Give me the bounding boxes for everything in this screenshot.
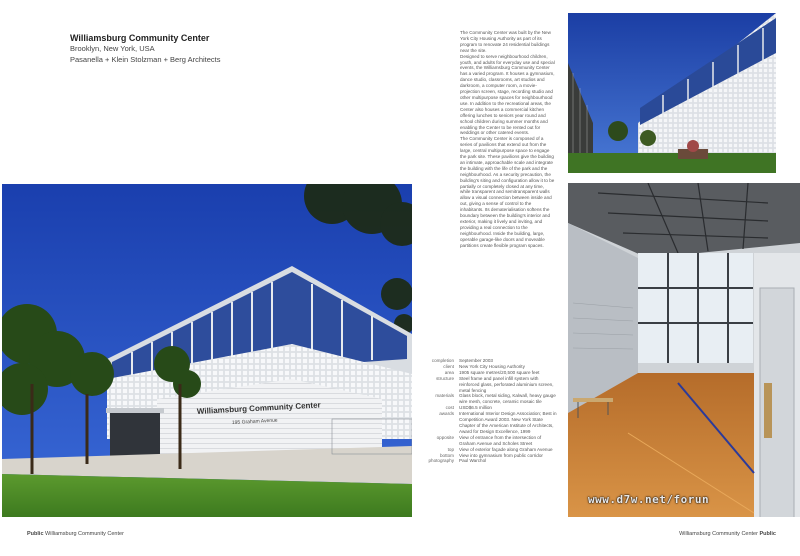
body-text	[460, 30, 555, 249]
spec-value: International Interior Design Association; Best in Competition Award 2003. New York State Chapter of the American Institute of Architects, Award for Design Excellence, 1999	[459, 411, 557, 434]
project-title: Williamsburg Community Center	[70, 33, 210, 43]
spec-value: Paul Warchol	[459, 458, 487, 464]
footer-title: Williamsburg Community Center	[45, 531, 124, 537]
spec-value: View of entrance from the intersection of Graham Avenue and Scholes Street	[459, 434, 542, 446]
spec-value: Glass block, metal siding, Kalwall, heavy gauge wire mesh, concrete, ceramic mosaic tile	[459, 393, 556, 405]
spec-row	[420, 435, 558, 447]
exterior-facade-photo	[568, 13, 776, 173]
footer-right	[679, 531, 776, 537]
spec-label: awards	[439, 411, 454, 417]
spec-label: area	[444, 369, 454, 375]
body-paragraph: Designed to serve neighbourhood children, youth, and adults for everyday use and special events, the Williamsburg Community Center has a varied program. It houses a gymnasium, dance studio, classrooms, art studios and darkroom, a computer room, a movie-projection screen, stage, recording studio and other multipurpose spaces for neighbourhood use. In addition to the recreational areas, the Center also houses a commercial kitchen offering lunches to seniors year round and school children during summer months and enabling the Center to be rented out for weddings or other catered events.	[460, 53, 555, 136]
gymnasium-interior-photo	[568, 183, 800, 517]
exterior-entrance-photo	[2, 184, 412, 517]
spec-label: photography	[428, 458, 454, 464]
spec-row	[420, 393, 558, 405]
spec-value: View into gymnasium from public corridor	[459, 452, 543, 458]
footer-section-label: Public	[759, 531, 776, 537]
spec-label: opposite	[436, 434, 454, 440]
spec-label: structure	[436, 375, 454, 381]
project-location: Brooklyn, New York, USA	[70, 44, 155, 53]
footer-title: Williamsburg Community Center	[679, 531, 758, 537]
spec-value: 1905 square metres/20,500 square feet	[459, 369, 540, 375]
body-paragraph: The Community Center is composed of a series of pavilions that extend out from the large, central multipurpose space to engage the park site. These pavilions give the building an intimate, approachable scale and integrate the building with the life of the park and the neighbourhood. As a security precaution, the building's siting and configuration allow it to be partially or completely closed at any time, while transparent and semitransparent walls allow a visual connection between inside and out, giving a sense of control to the inhabitants. Its dematerialisation softens the boundary between the building's interior and exterior, making it lively and inviting, and providing a real connection to the neighbourhood. Inside the building, large, operable garage-like doors and moveable partitions create flexible program spaces.	[460, 136, 555, 248]
spec-row	[420, 458, 558, 464]
spec-value: USD$6.5 million	[459, 405, 492, 411]
spec-label: client	[443, 363, 454, 369]
building-sign-name: Williamsburg Community Center	[196, 400, 321, 416]
footer-left	[27, 531, 124, 537]
building-sign-address: 195 Graham Avenue	[231, 417, 278, 426]
footer-section-label: Public	[27, 531, 44, 537]
spec-value: September 2003	[459, 358, 493, 363]
spec-label: cost	[445, 405, 454, 411]
project-architects: Pasanella + Klein Stolzman + Berg Architects	[70, 55, 221, 64]
project-specs	[420, 358, 558, 464]
spec-value: Steel frame and panel infill system with reinforced glass, perforated aluminium screen, metal fencing	[459, 375, 554, 393]
spec-row	[420, 411, 558, 435]
spec-label: materials	[435, 393, 454, 399]
body-paragraph: The Community Center was built by the New York City Housing Authority as part of its program to renovate 24 residential buildings near the site.	[460, 30, 551, 53]
spec-label: top	[447, 446, 454, 452]
spec-value: New York City Housing Authority	[459, 363, 525, 369]
spec-value: View of exterior façade along Graham Avenue	[459, 446, 553, 452]
spec-row	[420, 376, 558, 394]
spec-label: completion	[431, 358, 454, 363]
spec-label: bottom	[439, 452, 454, 458]
watermark-text: www.d7w.net/forun	[588, 493, 710, 506]
